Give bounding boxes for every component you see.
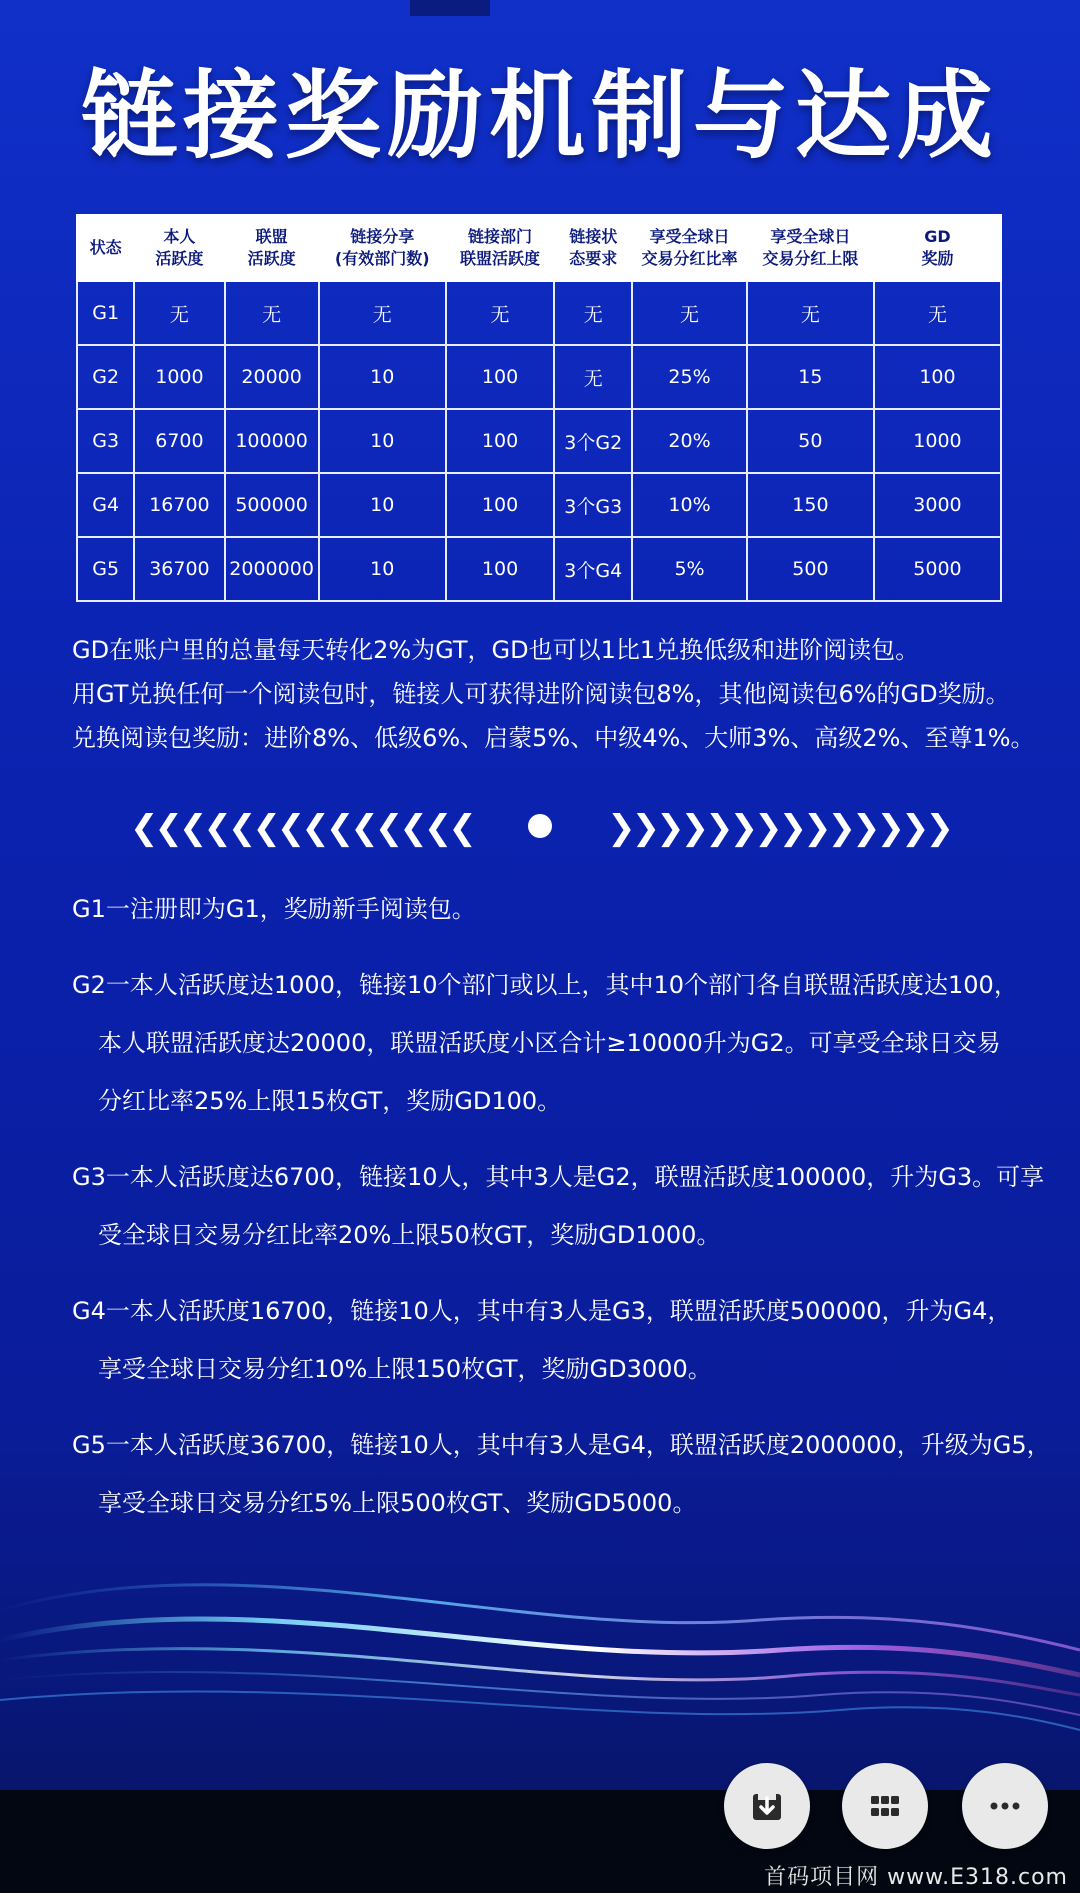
grid-button[interactable] [842,1763,928,1849]
level-table [76,214,1002,602]
table-cell: 3个G2 [554,409,632,473]
level-paragraph [72,1282,1032,1398]
table-cell: 100 [446,345,555,409]
table-cell: 5000 [874,537,1001,601]
level-line: G2一本人活跃度达1000，链接10个部门或以上，其中10个部门各自联盟活跃度达100， [72,971,1018,999]
table-cell: 无 [446,281,555,345]
table-cell: 无 [554,281,632,345]
table-header-cell: 享受全球日 交易分红上限 [747,215,874,281]
table-cell: 无 [874,281,1001,345]
table-cell: G4 [77,473,134,537]
table-cell: 无 [747,281,874,345]
note-line: 用GT兑换任何一个阅读包时，链接人可获得进阶阅读包8%，其他阅读包6%的GD奖励。 [72,680,1010,708]
note-line: GD在账户里的总量每天转化2%为GT，GD也可以1比1兑换低级和进阶阅读包。 [72,636,920,664]
table-cell: 3000 [874,473,1001,537]
level-line: 本人联盟活跃度达20000，联盟活跃度小区合计≥10000升为G2。可享受全球日交易 [98,1029,1001,1057]
table-header-cell: 本人 活跃度 [134,215,224,281]
table-header-cell: 链接部门 联盟活跃度 [446,215,555,281]
table-header-cell: 联盟 活跃度 [225,215,319,281]
table-cell: 3个G4 [554,537,632,601]
level-line: G5一本人活跃度36700，链接10人，其中有3人是G4，联盟活跃度2000000，升级为G5， [72,1431,1051,1459]
table-cell: 500000 [225,473,319,537]
level-paragraph [72,880,1032,938]
table-cell: G5 [77,537,134,601]
table-header-cell: GD 奖励 [874,215,1001,281]
table-cell: 25% [632,345,747,409]
table-cell: G3 [77,409,134,473]
light-wave-decoration [0,1500,1080,1790]
level-paragraph [72,956,1032,1130]
table-cell: 10 [319,409,446,473]
table-header-cell: 链接状 态要求 [554,215,632,281]
level-line: 分红比率25%上限15枚GT，奖励GD100。 [98,1087,562,1115]
level-line: 受全球日交易分红比率20%上限50枚GT，奖励GD1000。 [98,1221,721,1249]
level-paragraph [72,1148,1045,1264]
level-line: G4一本人活跃度16700，链接10人，其中有3人是G3，联盟活跃度500000，升为G4， [72,1297,1012,1325]
table-header-cell: 状态 [77,215,134,281]
table-cell: 无 [632,281,747,345]
notes [72,628,1035,760]
top-strip [410,0,490,16]
grid-icon [865,1786,905,1826]
table-header-row [77,215,1001,281]
dot-icon [528,814,552,838]
table-cell: 10 [319,345,446,409]
download-icon [747,1786,787,1826]
table-cell: 100 [446,473,555,537]
table-cell: 100 [446,537,555,601]
table-cell: 150 [747,473,874,537]
table-row [77,537,1001,601]
table-cell: 36700 [134,537,224,601]
table-cell: 100000 [225,409,319,473]
table-cell: 无 [225,281,319,345]
more-icon [985,1786,1025,1826]
table-header-cell: 链接分享 (有效部门数) [319,215,446,281]
section-divider [130,808,950,848]
table-cell: 100 [874,345,1001,409]
table-cell: 20000 [225,345,319,409]
table-cell: G2 [77,345,134,409]
table-cell: 50 [747,409,874,473]
table-cell: 无 [554,345,632,409]
table-cell: 10% [632,473,747,537]
poster-title: 链接奖励机制与达成 [81,60,999,172]
level-line: 享受全球日交易分红5%上限500枚GT、奖励GD5000。 [98,1489,697,1517]
table-cell: 2000000 [225,537,319,601]
table-cell: 500 [747,537,874,601]
table-cell: 16700 [134,473,224,537]
download-button[interactable] [724,1763,810,1849]
table-cell: 1000 [134,345,224,409]
table-cell: 15 [747,345,874,409]
table-cell: 1000 [874,409,1001,473]
more-button[interactable] [962,1763,1048,1849]
table-cell: 10 [319,473,446,537]
table-cell: 20% [632,409,747,473]
table-cell: 10 [319,537,446,601]
watermark: 首码项目网 www.E318.com [764,1865,1068,1890]
table-cell: 6700 [134,409,224,473]
table-row [77,473,1001,537]
table-cell: 3个G3 [554,473,632,537]
note-line: 兑换阅读包奖励：进阶8%、低级6%、启蒙5%、中级4%、大师3%、高级2%、至尊1%。 [72,724,1035,752]
level-line: 享受全球日交易分红10%上限150枚GT，奖励GD3000。 [98,1355,712,1383]
table-cell: 5% [632,537,747,601]
table-cell: 无 [134,281,224,345]
chevron-right-icon: ❯❯❯❯❯❯❯❯❯❯❯❯❯❯ [607,808,950,848]
chevron-left-icon: ❮❮❮❮❮❮❮❮❮❮❮❮❮❮ [130,808,473,848]
table-cell: G1 [77,281,134,345]
level-line: G3一本人活跃度达6700，链接10人，其中3人是G2，联盟活跃度100000，升为G3。可享 [72,1163,1045,1191]
table-row [77,409,1001,473]
table-row [77,281,1001,345]
table-row [77,345,1001,409]
level-line: G1一注册即为G1，奖励新手阅读包。 [72,895,476,923]
table-header-cell: 享受全球日 交易分红比率 [632,215,747,281]
table-cell: 100 [446,409,555,473]
table-cell: 无 [319,281,446,345]
level-descriptions [72,880,1051,1550]
